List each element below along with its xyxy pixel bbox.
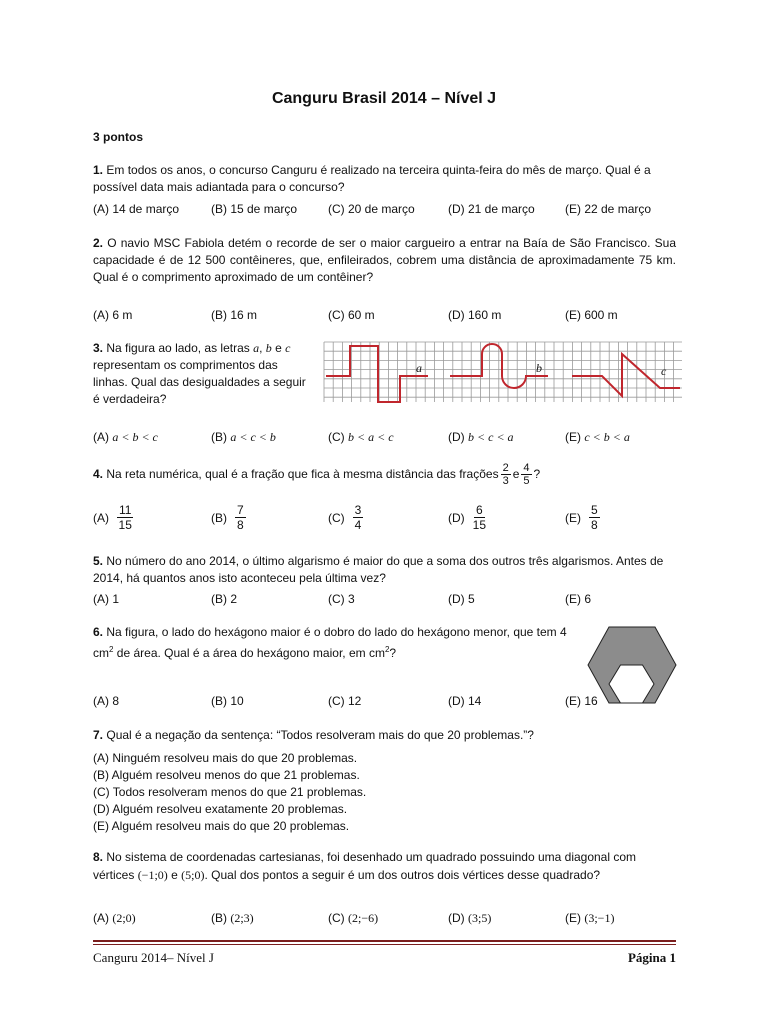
footer-rule-thin <box>93 944 676 945</box>
q5-option-d[interactable]: (D) 5 <box>448 592 475 606</box>
q7-option-e[interactable]: (E) Alguém resolveu mais do que 20 problemas. <box>93 819 350 833</box>
q3-option-d-expr: b < c < a <box>468 430 514 444</box>
f2-den: 5 <box>523 475 530 487</box>
q3-option-c-expr: b < a < c <box>348 430 394 444</box>
question-5-text: No número do ano 2014, o último algarismo é maior do que a soma dos outros três algarismos. Antes de 2014, há quantos anos isto aconteceu pela última vez? <box>93 554 664 585</box>
q2-option-b[interactable]: (B) 16 m <box>211 308 258 322</box>
q4-option-c-fraction <box>353 503 364 532</box>
q8-option-a[interactable] <box>93 911 136 926</box>
q1-option-d[interactable]: (D) 21 de março <box>448 202 535 216</box>
q8-option-b-label: (B) <box>211 911 227 925</box>
q7-option-b[interactable]: (B) Alguém resolveu menos do que 21 problemas. <box>93 768 360 782</box>
question-3-text-a: Na figura ao lado, as letras <box>106 341 254 355</box>
q6-option-b[interactable]: (B) 10 <box>211 694 244 708</box>
q3-option-e-expr: c < b < a <box>584 430 630 444</box>
q8-option-d[interactable] <box>448 911 491 926</box>
question-8-text-1: No sistema de coordenadas cartesianas, foi desenhado um quadrado possuindo uma diagonal com vértices <box>93 850 637 882</box>
figure-label-a: a <box>416 361 422 375</box>
question-4 <box>93 462 693 487</box>
q6-option-a[interactable]: (A) 8 <box>93 694 120 708</box>
q4d-den: 15 <box>472 518 487 532</box>
question-6-number: 6. <box>93 625 104 639</box>
q5-option-b[interactable]: (B) 2 <box>211 592 238 606</box>
q3-option-a-label: (A) <box>93 430 109 444</box>
q3-sep: , <box>259 341 266 355</box>
q4-option-e-label: (E) <box>565 510 581 525</box>
q6-sup-2: 2 <box>384 645 390 654</box>
q1-option-b[interactable]: (B) 15 de março <box>211 202 298 216</box>
q3-option-e-label: (E) <box>565 430 581 444</box>
q2-option-a[interactable]: (A) 6 m <box>93 308 133 322</box>
var-c: c <box>285 341 291 355</box>
q2-option-d[interactable]: (D) 160 m <box>448 308 502 322</box>
question-2-number: 2. <box>93 236 104 250</box>
question-5-options <box>93 592 693 610</box>
q4c-num: 3 <box>354 503 362 517</box>
q4c-den: 4 <box>354 518 362 532</box>
q5-option-c[interactable]: (C) 3 <box>328 592 355 606</box>
q4-option-a[interactable] <box>93 503 133 532</box>
question-2-options <box>93 308 693 326</box>
q4e-den: 8 <box>591 518 598 532</box>
q8-option-a-point: (2;0) <box>112 911 136 925</box>
q3-option-b[interactable] <box>211 430 276 445</box>
question-3-number: 3. <box>93 341 104 355</box>
question-4-number: 4. <box>93 467 104 481</box>
q8-option-c-point: (2;−6) <box>348 911 379 925</box>
question-3 <box>93 340 313 408</box>
q1-option-a[interactable]: (A) 14 de março <box>93 202 180 216</box>
question-1 <box>93 162 676 196</box>
question-8-number: 8. <box>93 850 104 864</box>
q4-option-b-label: (B) <box>211 510 227 525</box>
q3-e: e <box>271 341 286 355</box>
q3-option-e[interactable] <box>565 430 630 445</box>
q8-e: e <box>171 868 178 882</box>
q4d-num: 6 <box>476 503 483 517</box>
question-3-text-b: representam os comprimentos das linhas. Qual das desigualdades a seguir é verdadeira? <box>93 358 306 406</box>
vertex-1: (−1;0) <box>137 868 168 882</box>
q3-option-c-label: (C) <box>328 430 345 444</box>
question-2-text: O navio MSC Fabiola detém o recorde de ser o maior cargueiro a entrar na Baía de São Francisco. Sua capacidade é de 12 500 contêineres, que, enfileirados, cobrem uma distância de aproximadamente 75 km. Qual é o comprimento aproximado de um contêiner? <box>93 236 676 284</box>
q8-option-d-point: (3;5) <box>468 911 492 925</box>
question-4-text: Na reta numérica, qual é a fração que fica à mesma distância das frações <box>106 467 499 481</box>
q4b-num: 7 <box>237 503 244 517</box>
fraction-2-3 <box>501 462 511 487</box>
question-5-number: 5. <box>93 554 104 568</box>
q8-option-b[interactable] <box>211 911 254 926</box>
q8-option-e[interactable] <box>565 911 614 926</box>
q7-option-c[interactable]: (C) Todos resolveram menos do que 21 problemas. <box>93 785 367 799</box>
q4-option-e[interactable] <box>565 503 600 532</box>
page-title: Canguru Brasil 2014 – Nível J <box>271 90 497 107</box>
question-7-options <box>93 750 676 835</box>
q3-option-c[interactable] <box>328 430 394 445</box>
figure-label-b: b <box>536 361 542 375</box>
q4-option-b[interactable] <box>211 503 246 532</box>
q4-and: e <box>512 467 520 481</box>
question-1-options <box>93 202 693 220</box>
q3-option-a[interactable] <box>93 430 158 445</box>
q6-sup-1: 2 <box>109 645 114 654</box>
var-b: b <box>265 341 272 355</box>
q3-option-b-label: (B) <box>211 430 227 444</box>
q7-option-d[interactable]: (D) Alguém resolveu exatamente 20 problemas. <box>93 802 348 816</box>
q4-option-e-fraction <box>589 503 600 532</box>
var-a: a <box>253 341 260 355</box>
q3-option-b-expr: a < c < b <box>230 430 276 444</box>
section-heading: 3 pontos <box>93 130 143 144</box>
question-4-options <box>93 503 693 537</box>
question-1-text: Em todos os anos, o concurso Canguru é realizado na terceira quinta-feira do mês de março. Qual é a possível data mais adiantada para o concurso? <box>93 163 651 194</box>
q2-option-e[interactable]: (E) 600 m <box>565 308 618 322</box>
fraction-4-5 <box>521 462 531 487</box>
footer-rule <box>93 940 676 942</box>
question-8-text-2: . Qual dos pontos a seguir é um dos outros dois vértices desse quadrado? <box>204 868 601 882</box>
q6-option-d[interactable]: (D) 14 <box>448 694 482 708</box>
q4a-num: 11 <box>119 503 132 517</box>
q4-option-a-fraction <box>117 503 133 532</box>
q3-option-d[interactable] <box>448 430 514 445</box>
f2-num: 4 <box>523 462 530 474</box>
q2-option-c[interactable]: (C) 60 m <box>328 308 375 322</box>
line-a <box>326 346 428 402</box>
q4-option-d-label: (D) <box>448 510 465 525</box>
vertex-2: (5;0) <box>181 868 205 882</box>
q4e-num: 5 <box>591 503 598 517</box>
q8-option-e-label: (E) <box>565 911 581 925</box>
f1-num: 2 <box>502 462 509 474</box>
question-6-options <box>93 694 693 712</box>
q4-option-a-label: (A) <box>93 510 109 525</box>
q4-option-c[interactable] <box>328 503 363 532</box>
q1-option-e[interactable]: (E) 22 de março <box>565 202 652 216</box>
q4-qmark: ? <box>533 467 541 481</box>
q5-option-a[interactable]: (A) 1 <box>93 592 120 606</box>
q4-option-c-label: (C) <box>328 510 345 525</box>
q8-option-b-point: (2;3) <box>230 911 254 925</box>
q8-option-d-label: (D) <box>448 911 465 925</box>
q3-option-d-label: (D) <box>448 430 465 444</box>
question-5 <box>93 553 676 587</box>
question-6-text-2: de área. Qual é a área do hexágono maior, em cm <box>113 646 385 660</box>
question-6-text-3: ? <box>389 646 397 660</box>
q6-option-c[interactable]: (C) 12 <box>328 694 362 708</box>
q1-option-c[interactable]: (C) 20 de março <box>328 202 415 216</box>
question-7-number: 7. <box>93 728 104 742</box>
figure-label-c: c <box>661 364 667 378</box>
q4-option-b-fraction <box>235 503 246 532</box>
q8-option-c-label: (C) <box>328 911 345 925</box>
footer-left: Canguru 2014– Nível J <box>93 950 214 965</box>
q8-option-a-label: (A) <box>93 911 109 925</box>
q4-option-d-fraction <box>473 503 486 532</box>
q8-option-e-point: (3;−1) <box>584 911 615 925</box>
question-6 <box>93 624 583 662</box>
question-7-text: Qual é a negação da sentença: “Todos resolveram mais do que 20 problemas.”? <box>106 728 534 742</box>
question-2 <box>93 235 676 286</box>
q4-option-d[interactable] <box>448 503 486 532</box>
page-number: Página 1 <box>627 950 676 965</box>
question-3-options <box>93 430 693 448</box>
line-lengths-figure <box>322 340 684 404</box>
q6-option-e[interactable]: (E) 16 <box>565 694 598 708</box>
question-8-options <box>93 911 693 929</box>
q5-option-e[interactable]: (E) 6 <box>565 592 592 606</box>
question-8 <box>93 848 676 884</box>
f1-den: 3 <box>502 475 509 487</box>
question-6-text-1: Na figura, o lado do hexágono maior é o dobro do lado do hexágono menor, que tem 4 cm <box>93 625 567 660</box>
question-7 <box>93 727 676 744</box>
q8-option-c[interactable] <box>328 911 378 926</box>
q3-option-a-expr: a < b < c <box>112 430 158 444</box>
question-1-number: 1. <box>93 163 104 177</box>
q4b-den: 8 <box>237 518 244 532</box>
q4a-den: 15 <box>118 518 132 532</box>
q7-option-a[interactable]: (A) Ninguém resolveu mais do que 20 problemas. <box>93 751 358 765</box>
